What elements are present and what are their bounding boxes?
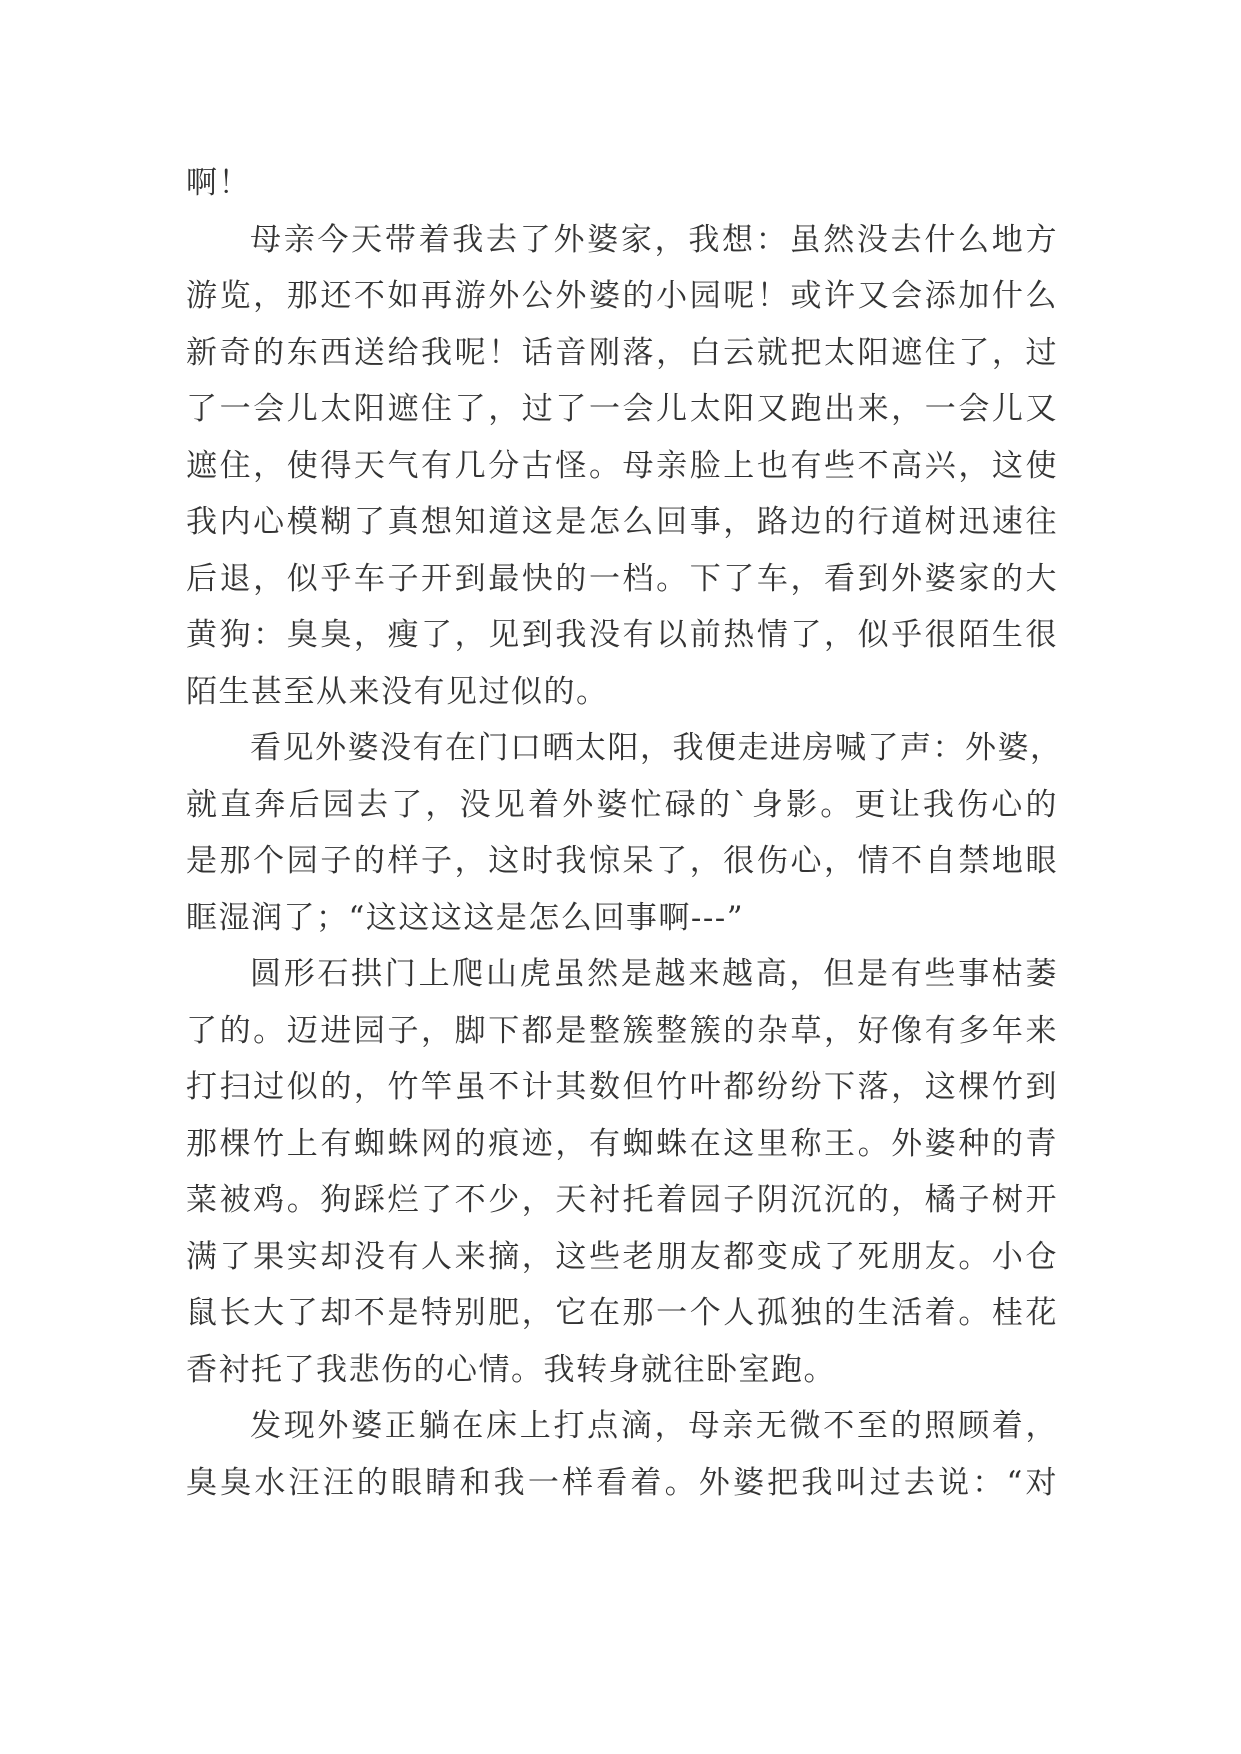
text-line: 黄狗：臭臭，瘦了，见到我没有以前热情了，似乎很陌生很 (186, 617, 1058, 653)
text-line: 满了果实却没有人来摘，这些老朋友都变成了死朋友。小仓 (186, 1238, 1058, 1275)
text-line: 鼠长大了却不是特别肥，它在那一个人孤独的生活着。桂花 (186, 1295, 1058, 1331)
text-line: 游览，那还不如再游外公外婆的小园呢！或许又会添加什么 (186, 278, 1058, 314)
text-line: 是那个园子的样子，这时我惊呆了，很伤心，情不自禁地眼 (186, 843, 1058, 879)
text-line: 了的。迈进园子，脚下都是整簇整簇的杂草，好像有多年来 (186, 1012, 1058, 1049)
text-line: 了一会儿太阳遮住了，过了一会儿太阳又跑出来，一会儿又 (186, 391, 1058, 427)
text-line: 遮住，使得天气有几分古怪。母亲脸上也有些不高兴，这使 (186, 447, 1058, 484)
text-line: 陌生甚至从来没有见过似的。 (186, 673, 609, 710)
text-line: 新奇的东西送给我呢！话音刚落，白云就把太阳遮住了，过 (186, 334, 1058, 371)
text-line: 圆形石拱门上爬山虎虽然是越来越高，但是有些事枯萎 (250, 956, 1058, 992)
body-text (186, 155, 1063, 1511)
text-line: 就直奔后园去了，没见着外婆忙碌的`身影。更让我伤心的 (186, 786, 1058, 823)
text-line: 眶湿润了；“这这这这是怎么回事啊---” (186, 899, 745, 936)
text-line: 香衬托了我悲伤的心情。我转身就往卧室跑。 (186, 1351, 836, 1388)
text-line: 那棵竹上有蜘蛛网的痕迹，有蜘蛛在这里称王。外婆种的青 (186, 1125, 1058, 1162)
text-line: 啊！ (186, 165, 251, 201)
text-line: 我内心模糊了真想知道这是怎么回事，路边的行道树迅速往 (186, 504, 1058, 540)
text-line: 后退，似乎车子开到最快的一档。下了车，看到外婆家的大 (186, 560, 1058, 597)
text-line: 菜被鸡。狗踩烂了不少，天衬托着园子阴沉沉的，橘子树开 (186, 1182, 1058, 1218)
text-line: 母亲今天带着我去了外婆家，我想：虽然没去什么地方 (250, 221, 1058, 258)
text-line: 看见外婆没有在门口晒太阳，我便走进房喊了声：外婆， (250, 730, 1063, 766)
text-line: 臭臭水汪汪的眼睛和我一样看着。外婆把我叫过去说：“对 (186, 1464, 1058, 1501)
text-line: 发现外婆正躺在床上打点滴，母亲无微不至的照顾着， (250, 1408, 1058, 1444)
text-line: 打扫过似的，竹竿虽不计其数但竹叶都纷纷下落，这棵竹到 (186, 1069, 1058, 1105)
